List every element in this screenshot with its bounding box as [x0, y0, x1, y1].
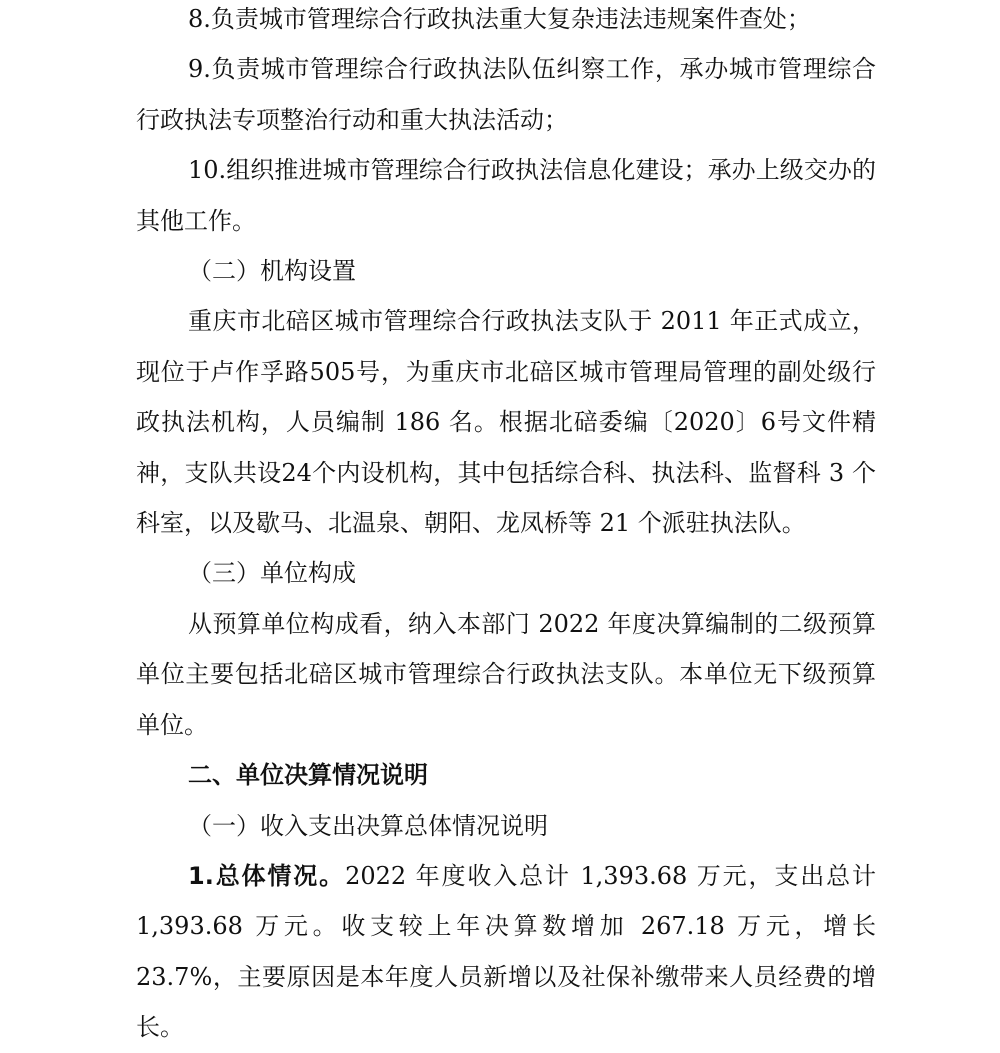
paragraph-overall-situation: [136, 851, 876, 1053]
paragraph-item-9: 9.负责城市管理综合行政执法队伍纠察工作，承办城市管理综合行政执法专项整治行动和重大执法活动；: [136, 55, 876, 134]
section-heading-budget-report: 二、单位决算情况说明: [188, 761, 428, 790]
paragraph-item-8: 8.负责城市管理综合行政执法重大复杂违法违规案件查处；: [188, 5, 811, 33]
heading-income-expense-overview: （一）收入支出决算总体情况说明: [188, 811, 548, 840]
heading-unit-composition: （三）单位构成: [188, 559, 356, 588]
paragraph-item-10: 10.组织推进城市管理综合行政执法信息化建设；承办上级交办的其他工作。: [136, 156, 876, 235]
paragraph-body-text: 2022 年度收入总计 1,393.68 万元，支出总计 1,393.68 万元。收支较上年决算数增加 267.18 万元，增长 23.7%，主要原因是本年度人员新增以及社保补缴带来人员经费的增长。: [136, 861, 876, 1042]
paragraph-lead-label: 1.总体情况。: [188, 861, 346, 890]
paragraph-unit-composition: 从预算单位构成看，纳入本部门 2022 年度决算编制的二级预算单位主要包括北碚区城市管理综合行政执法支队。本单位无下级预算单位。: [136, 609, 876, 739]
paragraph-org-setup: 重庆市北碚区城市管理综合行政执法支队于 2011 年正式成立，现位于卢作孚路505号，为重庆市北碚区城市管理局管理的副处级行政执法机构，人员编制 186 名。根据北碚委编〔2020〕6号文件精神，支队共设24个内设机构，其中包括综合科、执法科、监督科 3 个科室，以及歇马、北温泉、朝阳、龙凤桥等 21 个派驻执法队。: [136, 307, 876, 538]
document-page: [136, 0, 876, 1053]
heading-org-setup: （二）机构设置: [188, 257, 356, 286]
